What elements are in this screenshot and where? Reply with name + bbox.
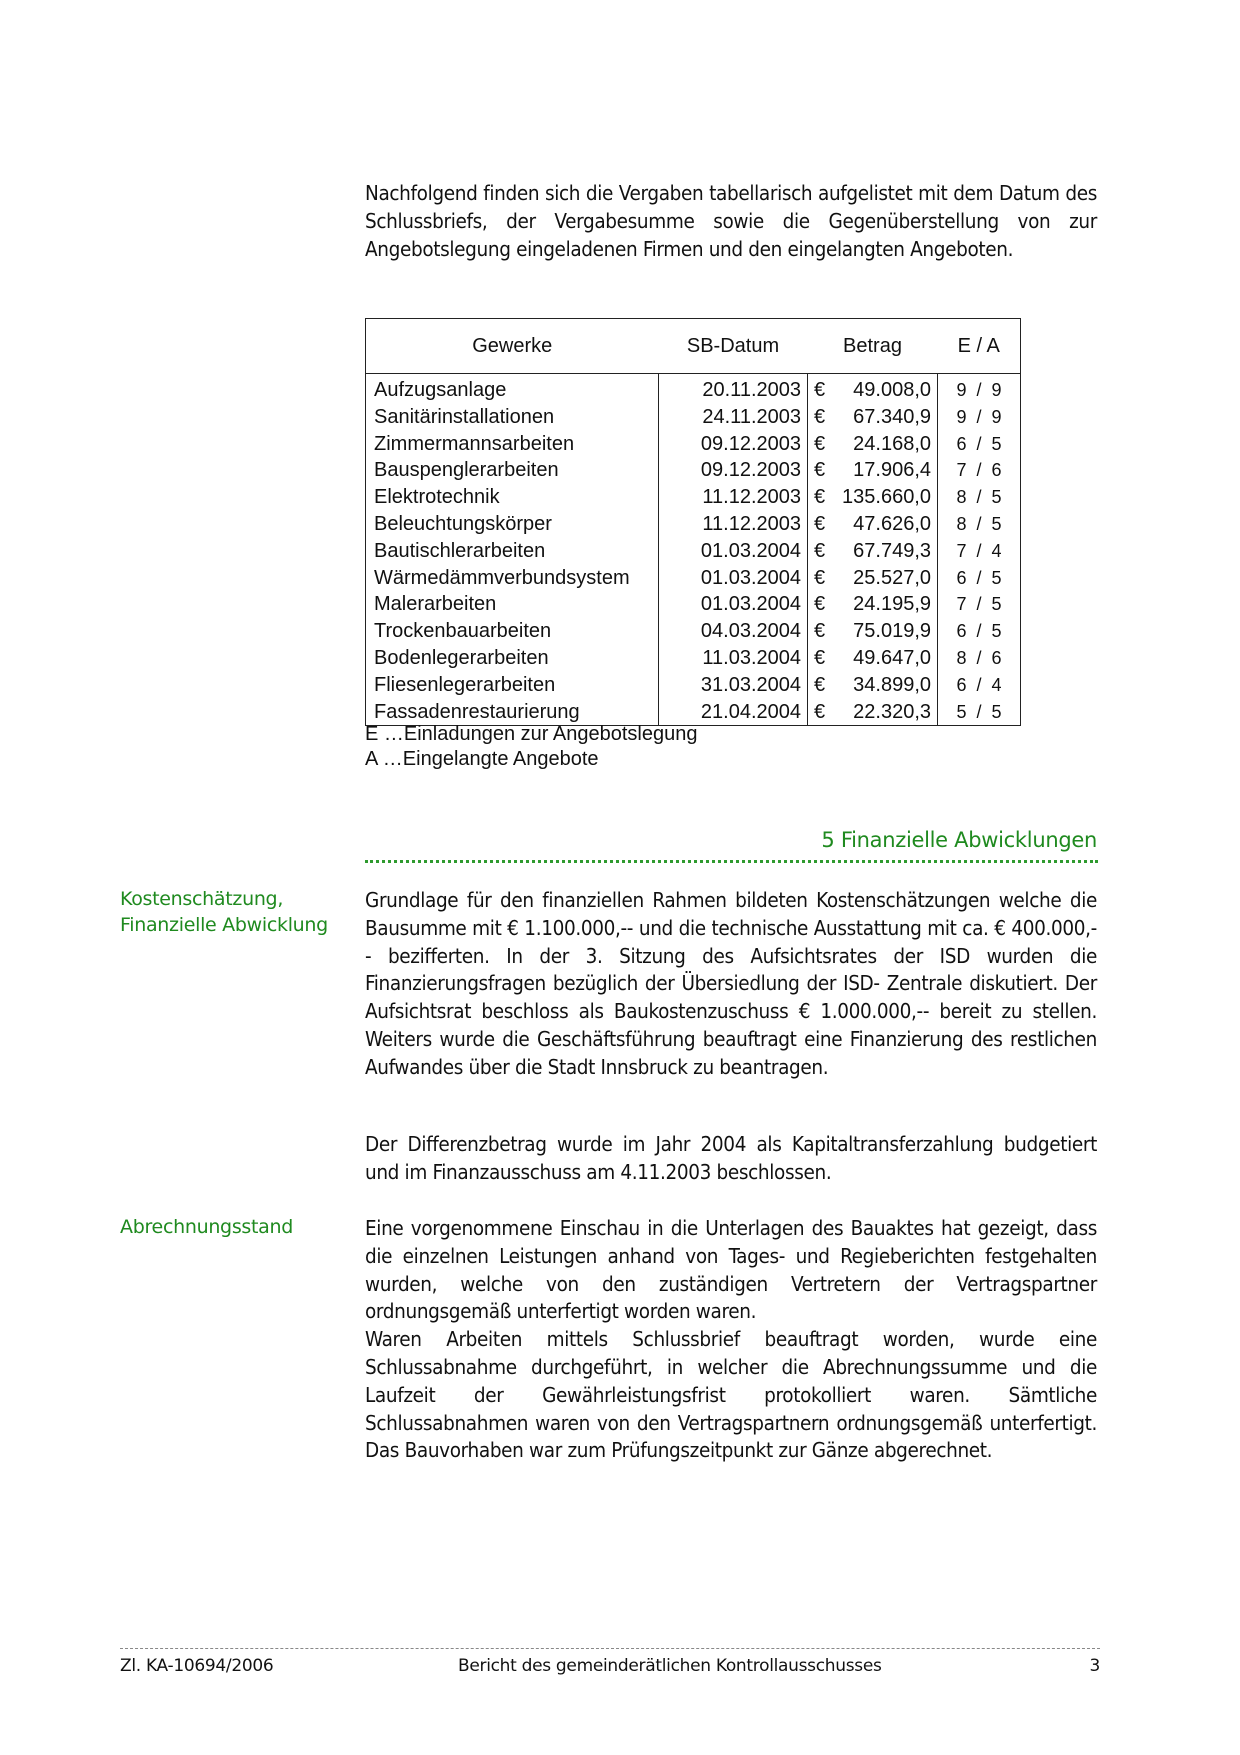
amount-value: 24.168,0 [853, 432, 931, 455]
currency-symbol: € [814, 432, 826, 455]
cell-sb-datum: 11.12.2003 [659, 484, 808, 511]
side-label-kostenschaetzung [120, 886, 340, 938]
cell-sb-datum: 01.03.2004 [659, 538, 808, 565]
differenzbetrag-paragraph [365, 1131, 1097, 1187]
header-gewerke: Gewerke [366, 319, 659, 374]
header-ea: E / A [938, 319, 1021, 374]
cell-betrag [808, 699, 938, 726]
cell-gewerk: Bodenlegerarbeiten [366, 645, 659, 672]
table-row [366, 645, 1021, 672]
kostenschaetzung-paragraph [365, 887, 1097, 1082]
cell-gewerk: Trockenbauarbeiten [366, 618, 659, 645]
table-body [366, 374, 1021, 726]
cell-ea: 7 / 4 [956, 540, 1002, 561]
cell-gewerk: Bautischlerarbeiten [366, 538, 659, 565]
table-header-row [366, 319, 1021, 374]
cell-ea: 6 / 4 [956, 674, 1002, 695]
paragraph-text: Grundlage für den finanziellen Rahmen bildeten Kostenschätzungen welche die Bausumme mit € 1.100.000,-- und die technische Ausstattung mit ca. € 400.000,-- bezifferten. In der 3. Sitzung des Aufsichtsrates der ISD wurden die Finanzierungsfragen bezüglich der Übersiedlung der ISD- Zentrale diskutiert. Der Aufsichtsrat beschloss als Baukostenzuschuss € 1.000.000,-- bereit zu stellen. Weiters wurde die Geschäftsführung beauftragt eine Finanzierung des restlichen Aufwandes über die Stadt Innsbruck zu beantragen. [365, 888, 1097, 1079]
contracts-table [365, 318, 1021, 726]
table-row [366, 618, 1021, 645]
legend-e: E …Einladungen zur Angebotslegung [365, 723, 698, 745]
abrechnungsstand-paragraph [365, 1215, 1097, 1465]
amount-value: 34.899,0 [853, 673, 931, 696]
side-label-line: Abrechnungsstand [120, 1216, 294, 1238]
paragraph-text: Eine vorgenommene Einschau in die Unterlagen des Bauaktes hat gezeigt, dass die einzelnen Leistungen anhand von Tages- und Regieberichten festgehalten wurden, welche von den zuständigen Vertretern der Vertragspartner ordnungsgemäß unterfertigt worden waren. [365, 1216, 1097, 1324]
section-heading: 5 Finanzielle Abwicklungen [821, 828, 1097, 852]
currency-symbol: € [814, 593, 826, 616]
cell-betrag [808, 431, 938, 458]
currency-symbol: € [814, 459, 826, 482]
cell-sb-datum: 21.04.2004 [659, 699, 808, 726]
table-row [366, 457, 1021, 484]
currency-symbol: € [814, 486, 826, 509]
cell-ea: 7 / 6 [956, 460, 1002, 481]
amount-value: 47.626,0 [853, 512, 931, 535]
paragraph-text: Der Differenzbetrag wurde im Jahr 2004 als Kapitaltransferzahlung budgetiert und im Finanzausschuss am 4.11.2003 beschlossen. [365, 1132, 1097, 1184]
currency-symbol: € [814, 379, 826, 401]
amount-value: 135.660,0 [842, 486, 931, 509]
page-number: 3 [1089, 1656, 1100, 1676]
cell-betrag [808, 618, 938, 645]
cell-sb-datum: 31.03.2004 [659, 672, 808, 699]
table-row [366, 484, 1021, 511]
cell-betrag [808, 374, 938, 404]
cell-gewerk: Fliesenlegerarbeiten [366, 672, 659, 699]
footer-divider [120, 1648, 1100, 1649]
cell-gewerk: Zimmermannsarbeiten [366, 431, 659, 458]
cell-gewerk: Fassadenrestaurierung [366, 699, 659, 726]
section-divider [365, 860, 1098, 863]
legend-a: A …Eingelangte Angebote [365, 748, 599, 770]
currency-symbol: € [814, 620, 826, 643]
currency-symbol: € [814, 673, 826, 696]
cell-betrag [808, 404, 938, 431]
cell-ea: 6 / 5 [956, 621, 1002, 642]
currency-symbol: € [814, 539, 826, 562]
cell-ea: 8 / 5 [956, 487, 1002, 508]
cell-betrag [808, 565, 938, 592]
footer-title: Bericht des gemeinderätlichen Kontrollausschusses [458, 1656, 882, 1676]
cell-ea: 9 / 9 [956, 380, 1002, 400]
cell-betrag [808, 591, 938, 618]
table-row [366, 672, 1021, 699]
cell-gewerk: Beleuchtungskörper [366, 511, 659, 538]
cell-ea: 7 / 5 [956, 594, 1002, 615]
cell-betrag [808, 457, 938, 484]
side-label-abrechnungsstand [120, 1214, 340, 1240]
amount-value: 75.019,9 [853, 620, 931, 643]
intro-text: Nachfolgend finden sich die Vergaben tabellarisch aufgelistet mit dem Datum des Schlussbriefs, der Vergabesumme sowie die Gegenüberstellung von zur Angebotslegung eingeladenen Firmen und den eingelangten Angeboten. [365, 181, 1097, 261]
table-row [366, 538, 1021, 565]
table-row [366, 511, 1021, 538]
cell-sb-datum: 11.03.2004 [659, 645, 808, 672]
table-legend [365, 722, 697, 772]
cell-ea: 8 / 6 [956, 647, 1002, 668]
cell-sb-datum: 04.03.2004 [659, 618, 808, 645]
cell-betrag [808, 484, 938, 511]
cell-gewerk: Wärmedämmverbundsystem [366, 565, 659, 592]
amount-value: 67.340,9 [853, 405, 931, 428]
cell-sb-datum: 09.12.2003 [659, 431, 808, 458]
amount-value: 24.195,9 [853, 593, 931, 616]
table-row [366, 565, 1021, 592]
table-row [366, 591, 1021, 618]
cell-sb-datum: 01.03.2004 [659, 565, 808, 592]
cell-betrag [808, 672, 938, 699]
cell-betrag [808, 511, 938, 538]
cell-ea: 6 / 5 [956, 433, 1002, 454]
intro-paragraph [365, 180, 1097, 263]
cell-sb-datum: 24.11.2003 [659, 404, 808, 431]
header-betrag: Betrag [808, 319, 938, 374]
cell-ea: 6 / 5 [956, 567, 1002, 588]
cell-gewerk: Aufzugsanlage [366, 374, 659, 404]
side-label-line: Kostenschätzung, [120, 888, 284, 910]
cell-ea: 5 / 5 [956, 701, 1002, 722]
cell-ea: 8 / 5 [956, 513, 1002, 534]
cell-gewerk: Bauspenglerarbeiten [366, 457, 659, 484]
currency-symbol: € [814, 512, 826, 535]
cell-gewerk: Malerarbeiten [366, 591, 659, 618]
amount-value: 67.749,3 [853, 539, 931, 562]
cell-gewerk: Sanitärinstallationen [366, 404, 659, 431]
header-sb-datum: SB-Datum [659, 319, 808, 374]
currency-symbol: € [814, 700, 826, 723]
currency-symbol: € [814, 566, 826, 589]
page-footer [120, 1656, 1100, 1676]
cell-gewerk: Elektrotechnik [366, 484, 659, 511]
cell-sb-datum: 11.12.2003 [659, 511, 808, 538]
table-row [366, 404, 1021, 431]
amount-value: 49.008,0 [853, 379, 931, 401]
table-row [366, 431, 1021, 458]
cell-sb-datum: 09.12.2003 [659, 457, 808, 484]
amount-value: 17.906,4 [853, 459, 931, 482]
table-row [366, 374, 1021, 404]
currency-symbol: € [814, 646, 826, 669]
side-label-line: Finanzielle Abwicklung [120, 914, 328, 936]
footer-reference: Zl. KA-10694/2006 [120, 1656, 274, 1676]
amount-value: 22.320,3 [853, 700, 931, 723]
cell-ea: 9 / 9 [956, 406, 1002, 427]
cell-sb-datum: 20.11.2003 [659, 374, 808, 404]
cell-betrag [808, 645, 938, 672]
amount-value: 25.527,0 [853, 566, 931, 589]
cell-betrag [808, 538, 938, 565]
cell-sb-datum: 01.03.2004 [659, 591, 808, 618]
paragraph-text: Waren Arbeiten mittels Schlussbrief beauftragt worden, wurde eine Schlussabnahme durchgeführt, in welcher die Abrechnungssumme und die Laufzeit der Gewährleistungsfrist protokolliert waren. Sämtliche Schlussabnahmen waren von den Vertragspartnern ordnungsgemäß unterfertigt. Das Bauvorhaben war zum Prüfungszeitpunkt zur Gänze abgerechnet. [365, 1327, 1097, 1463]
amount-value: 49.647,0 [853, 646, 931, 669]
currency-symbol: € [814, 405, 826, 428]
